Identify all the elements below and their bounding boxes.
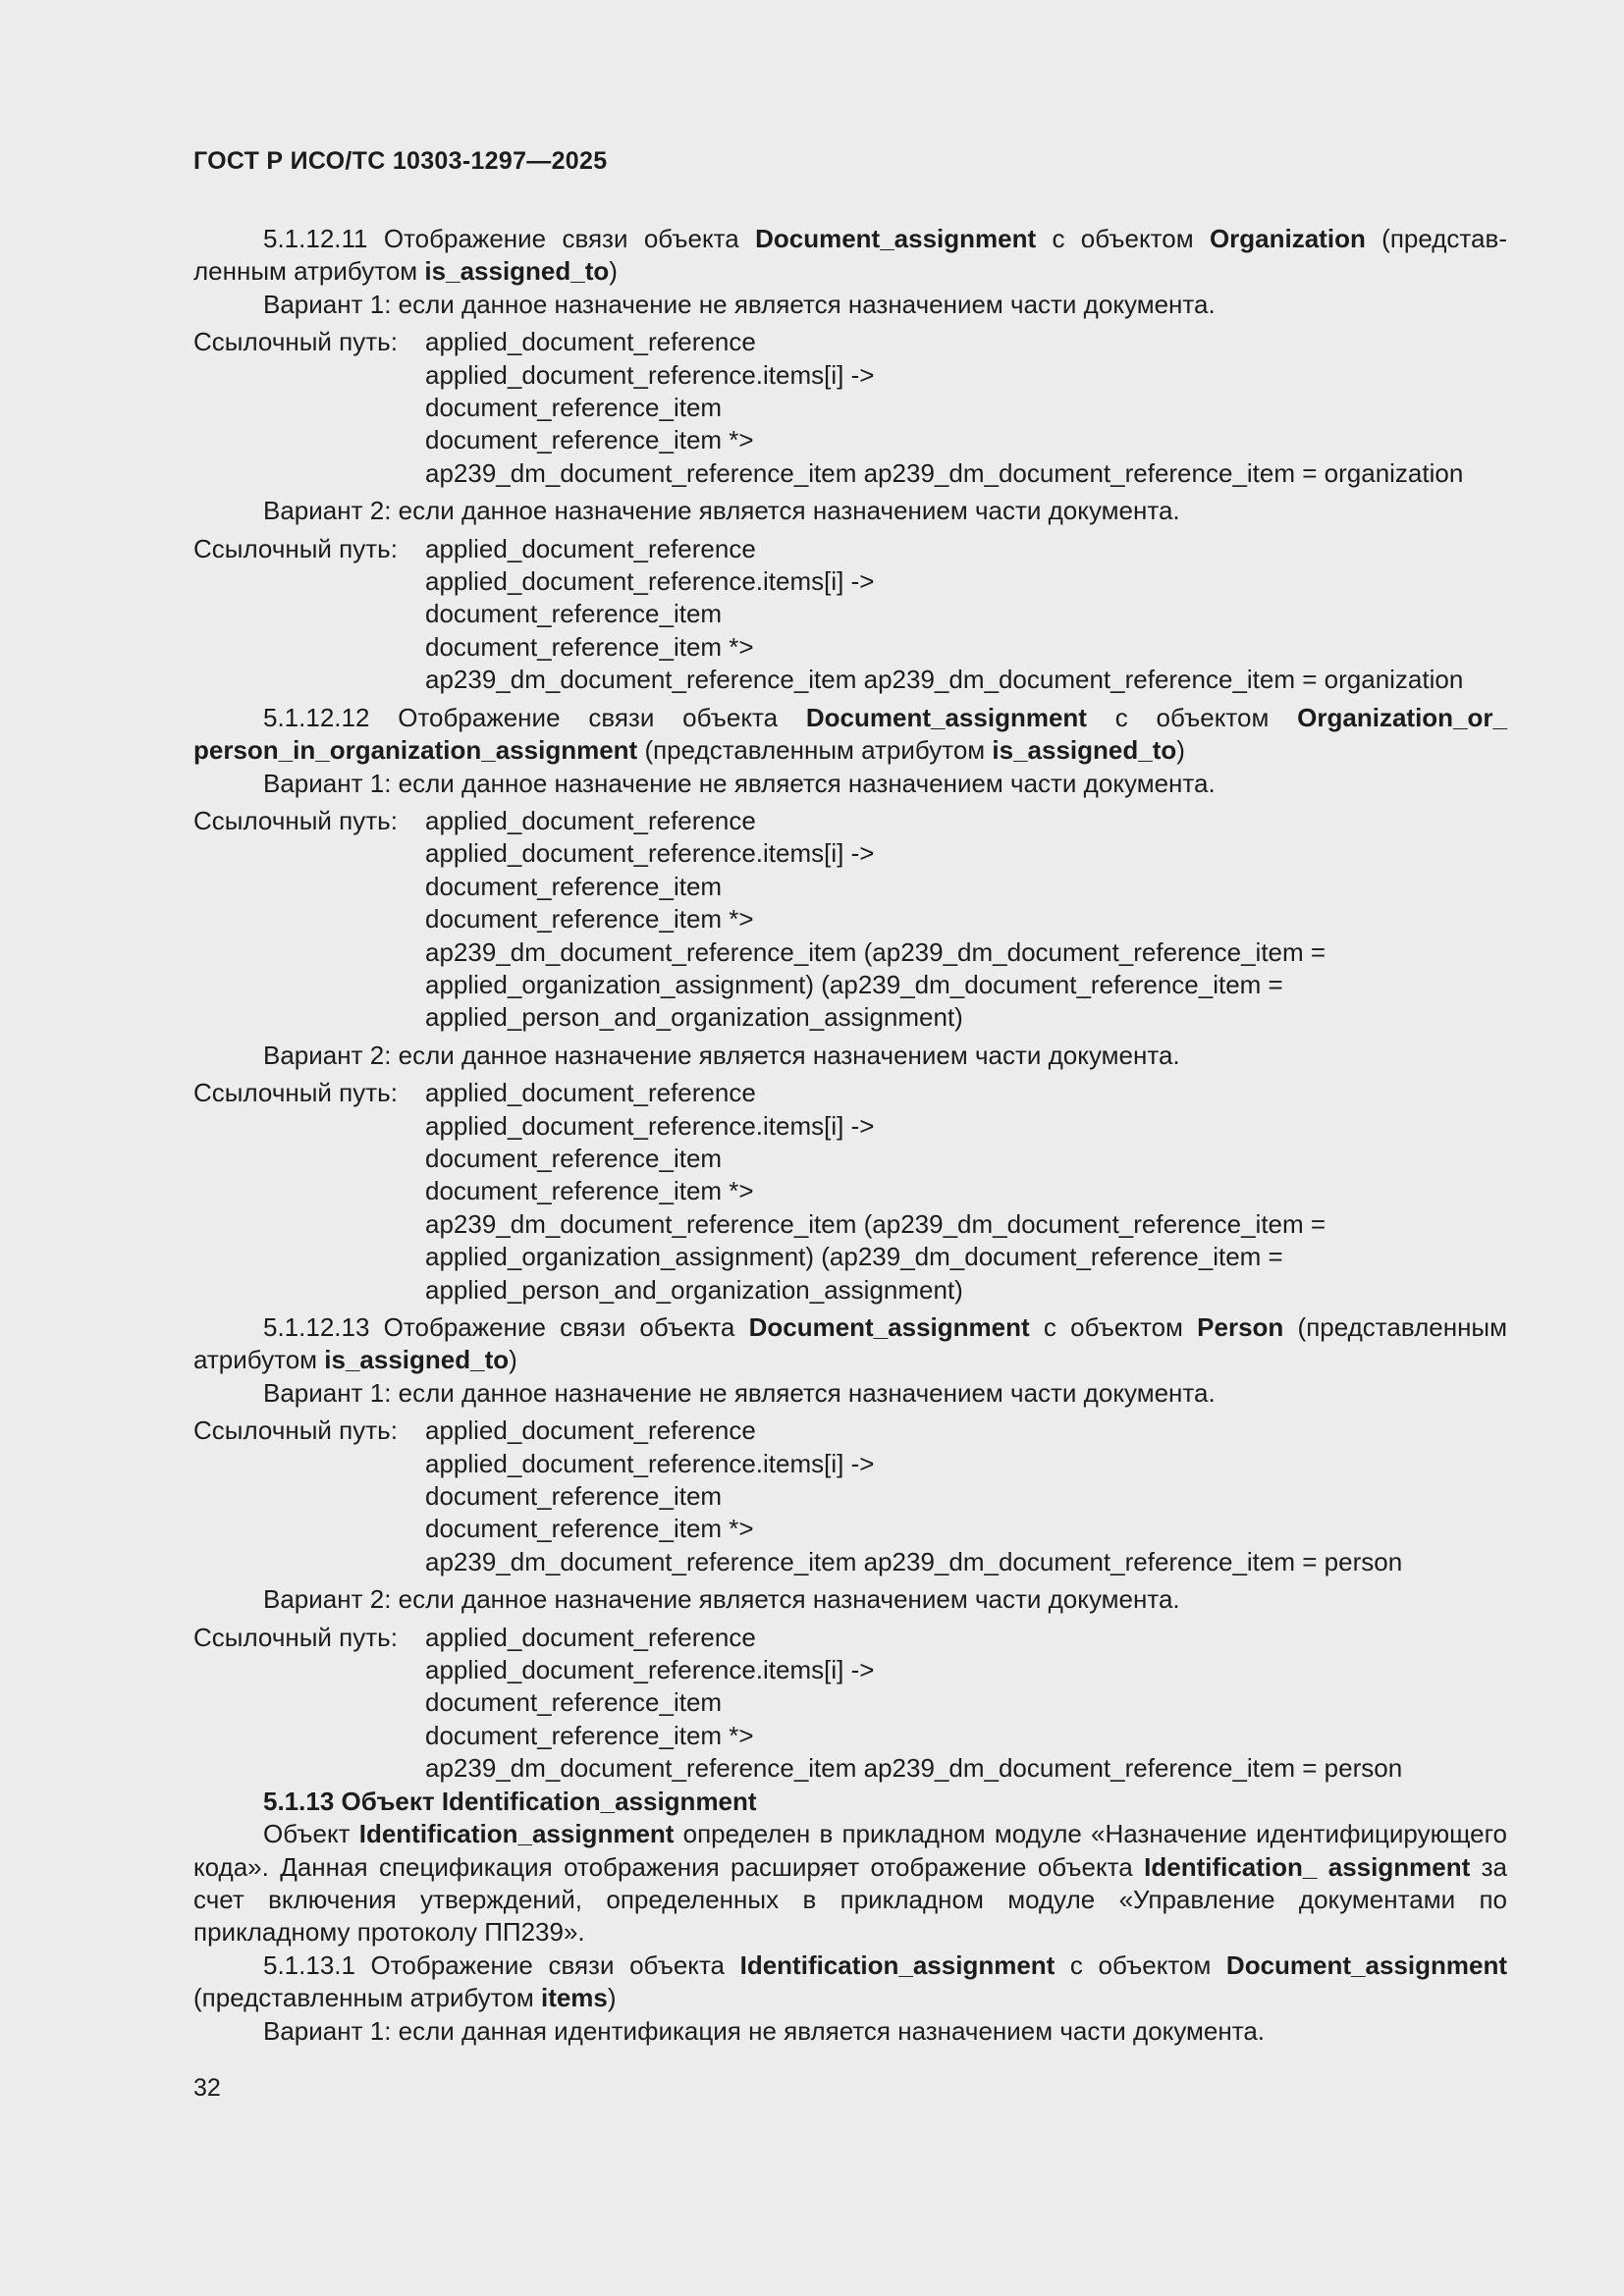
clause-text: (представленным атрибутом	[193, 1312, 1507, 1375]
attribute-name: is_assigned_to	[324, 1345, 510, 1375]
path-line: applied_document_reference	[425, 327, 756, 357]
path-line: applied_organization_assignment) (ap239_dm_document_reference_item =	[425, 969, 1283, 999]
attribute-name: is_assigned_to	[424, 256, 610, 287]
attribute-name: is_assigned_to	[992, 735, 1177, 766]
path-line: applied_document_reference.items[i] ->	[425, 1655, 875, 1685]
path-line: document_reference_item	[425, 599, 723, 629]
path-line: document_reference_item *>	[425, 1720, 754, 1750]
clause-5-1-13-1	[193, 1949, 1507, 2015]
entity-name: Document_assignment	[805, 702, 1087, 732]
path-line: applied_document_reference.items[i] ->	[425, 838, 875, 869]
path-line: document_reference_item *>	[425, 631, 754, 662]
path-line: ap239_dm_document_reference_item ap239_dm_document_reference_item = person	[425, 1753, 1403, 1784]
section-heading-5-1-13: 5.1.13 Объект Identification_assignment	[263, 1786, 757, 1816]
clause-text: (представленным атрибутом	[193, 1983, 541, 2013]
clause-text: )	[1176, 735, 1185, 766]
paragraph-text: определен в прикладном модуле «Назначение идентифицирующего кода». Данная спецификация отображения расширяет отображение объекта	[193, 1819, 1507, 1882]
reference-path	[193, 326, 1507, 490]
entity-name: Document_assignment	[755, 224, 1037, 253]
clause-text: )	[509, 1345, 517, 1375]
reference-path	[193, 533, 1507, 697]
reference-path-lines	[425, 326, 1507, 490]
reference-path	[193, 1622, 1507, 1786]
path-line: ap239_dm_document_reference_item (ap239_dm_document_reference_item =	[425, 936, 1326, 967]
clause-text: с объектом	[1086, 702, 1298, 732]
reference-path-label: Ссылочный путь:	[193, 327, 398, 357]
reference-path-lines	[425, 805, 1507, 1035]
clause-5-1-12-11	[193, 223, 1507, 289]
clause-text: (представленным атрибутом	[193, 224, 1507, 287]
path-line: applied_document_reference	[425, 805, 756, 835]
variant-2: Вариант 2: если данное назначение является назначением части документа.	[263, 496, 1180, 526]
path-line: applied_person_and_organization_assignment)	[425, 1002, 963, 1033]
entity-name: Document_assignment	[748, 1312, 1030, 1342]
clause-text: 5.1.13.1 Отображение связи объекта	[263, 1949, 740, 1980]
clause-text: (представленным атрибутом	[637, 735, 993, 766]
document-body	[193, 223, 1507, 2048]
variant-2: Вариант 2: если данное назначение является назначением части документа.	[263, 1584, 1180, 1615]
reference-path-label: Ссылочный путь:	[193, 1078, 398, 1108]
attribute-name: items	[540, 1983, 608, 2013]
path-line: document_reference_item	[425, 1143, 723, 1173]
entity-name: Identification_assignment	[739, 1949, 1056, 1980]
clause-text: )	[609, 256, 618, 287]
variant-1: Вариант 1: если данное назначение не является назначением части документа.	[263, 289, 1216, 319]
variant-1: Вариант 1: если данное назначение не является назначением части документа.	[263, 768, 1216, 798]
path-line: applied_document_reference.items[i] ->	[425, 1110, 875, 1141]
reference-path-lines	[425, 1077, 1507, 1307]
path-line: applied_document_reference	[425, 1415, 756, 1446]
entity-name: Organization	[1209, 224, 1366, 253]
reference-path-lines	[425, 1415, 1507, 1578]
path-line: ap239_dm_document_reference_item ap239_dm_document_reference_item = organization	[425, 457, 1464, 488]
path-line: document_reference_item *>	[425, 904, 754, 934]
path-line: applied_document_reference	[425, 1078, 756, 1108]
paragraph-text: Объект	[263, 1819, 359, 1849]
variant-1: Вариант 1: если данное назначение не является назначением части документа.	[263, 1377, 1216, 1408]
clause-5-1-12-12	[193, 702, 1507, 768]
reference-path-lines	[425, 533, 1507, 697]
reference-path	[193, 1077, 1507, 1307]
path-line: document_reference_item	[425, 871, 723, 901]
path-line: ap239_dm_document_reference_item (ap239_dm_document_reference_item =	[425, 1208, 1326, 1239]
page-number: 32	[193, 2074, 221, 2102]
entity-name: Person	[1197, 1312, 1284, 1342]
path-line: document_reference_item	[425, 1481, 723, 1512]
path-line: applied_document_reference.items[i] ->	[425, 359, 875, 390]
clause-text: с объектом	[1029, 1312, 1198, 1342]
entity-name: Identification_ assignment	[1144, 1851, 1471, 1882]
reference-path-label: Ссылочный путь:	[193, 1415, 398, 1446]
path-line: applied_organization_assignment) (ap239_dm_document_reference_item =	[425, 1242, 1283, 1272]
path-line: ap239_dm_document_reference_item ap239_dm_document_reference_item = organization	[425, 665, 1464, 695]
path-line: document_reference_item *>	[425, 425, 754, 455]
entity-name: Document_assignment	[1225, 1949, 1507, 1980]
entity-name: Identification_assignment	[358, 1819, 675, 1849]
path-line: document_reference_item	[425, 393, 723, 423]
reference-path	[193, 805, 1507, 1035]
clause-text: 5.1.12.13 Отображение связи объекта	[263, 1312, 749, 1342]
path-line: document_reference_item	[425, 1687, 723, 1718]
path-line: applied_document_reference.items[i] ->	[425, 1448, 875, 1478]
reference-path	[193, 1415, 1507, 1578]
entity-name: Organization_or_ person_in_organization_assignment	[193, 702, 1507, 766]
clause-text: )	[607, 1983, 617, 2013]
clause-text: с объектом	[1055, 1949, 1226, 1980]
paragraph-text: за счет включения утверждений, определенных в прикладном модуле «Управление документами по прикладному протоколу ПП239».	[193, 1851, 1508, 1948]
clause-text: 5.1.12.11 Отображение связи объекта	[263, 224, 756, 253]
variant-2: Вариант 2: если данное назначение является назначением части документа.	[263, 1040, 1180, 1070]
clause-text: 5.1.12.12 Отображение связи объекта	[263, 702, 806, 732]
reference-path-lines	[425, 1622, 1507, 1786]
path-line: applied_document_reference	[425, 533, 756, 563]
document-header: ГОСТ Р ИСО/ТС 10303-1297—2025	[193, 147, 608, 175]
reference-path-label: Ссылочный путь:	[193, 805, 398, 835]
path-line: ap239_dm_document_reference_item ap239_dm_document_reference_item = person	[425, 1546, 1403, 1576]
reference-path-label: Ссылочный путь:	[193, 1622, 398, 1652]
section-paragraph	[193, 1818, 1507, 1949]
clause-text: с объектом	[1036, 224, 1210, 253]
path-line: applied_document_reference.items[i] ->	[425, 566, 875, 597]
variant-1: Вариант 1: если данная идентификация не является назначением части документа.	[263, 2015, 1266, 2046]
path-line: applied_person_and_organization_assignment)	[425, 1274, 963, 1305]
reference-path-label: Ссылочный путь:	[193, 533, 398, 563]
path-line: applied_document_reference	[425, 1622, 756, 1652]
path-line: document_reference_item *>	[425, 1514, 754, 1544]
clause-5-1-12-13	[193, 1311, 1507, 1377]
path-line: document_reference_item *>	[425, 1176, 754, 1206]
